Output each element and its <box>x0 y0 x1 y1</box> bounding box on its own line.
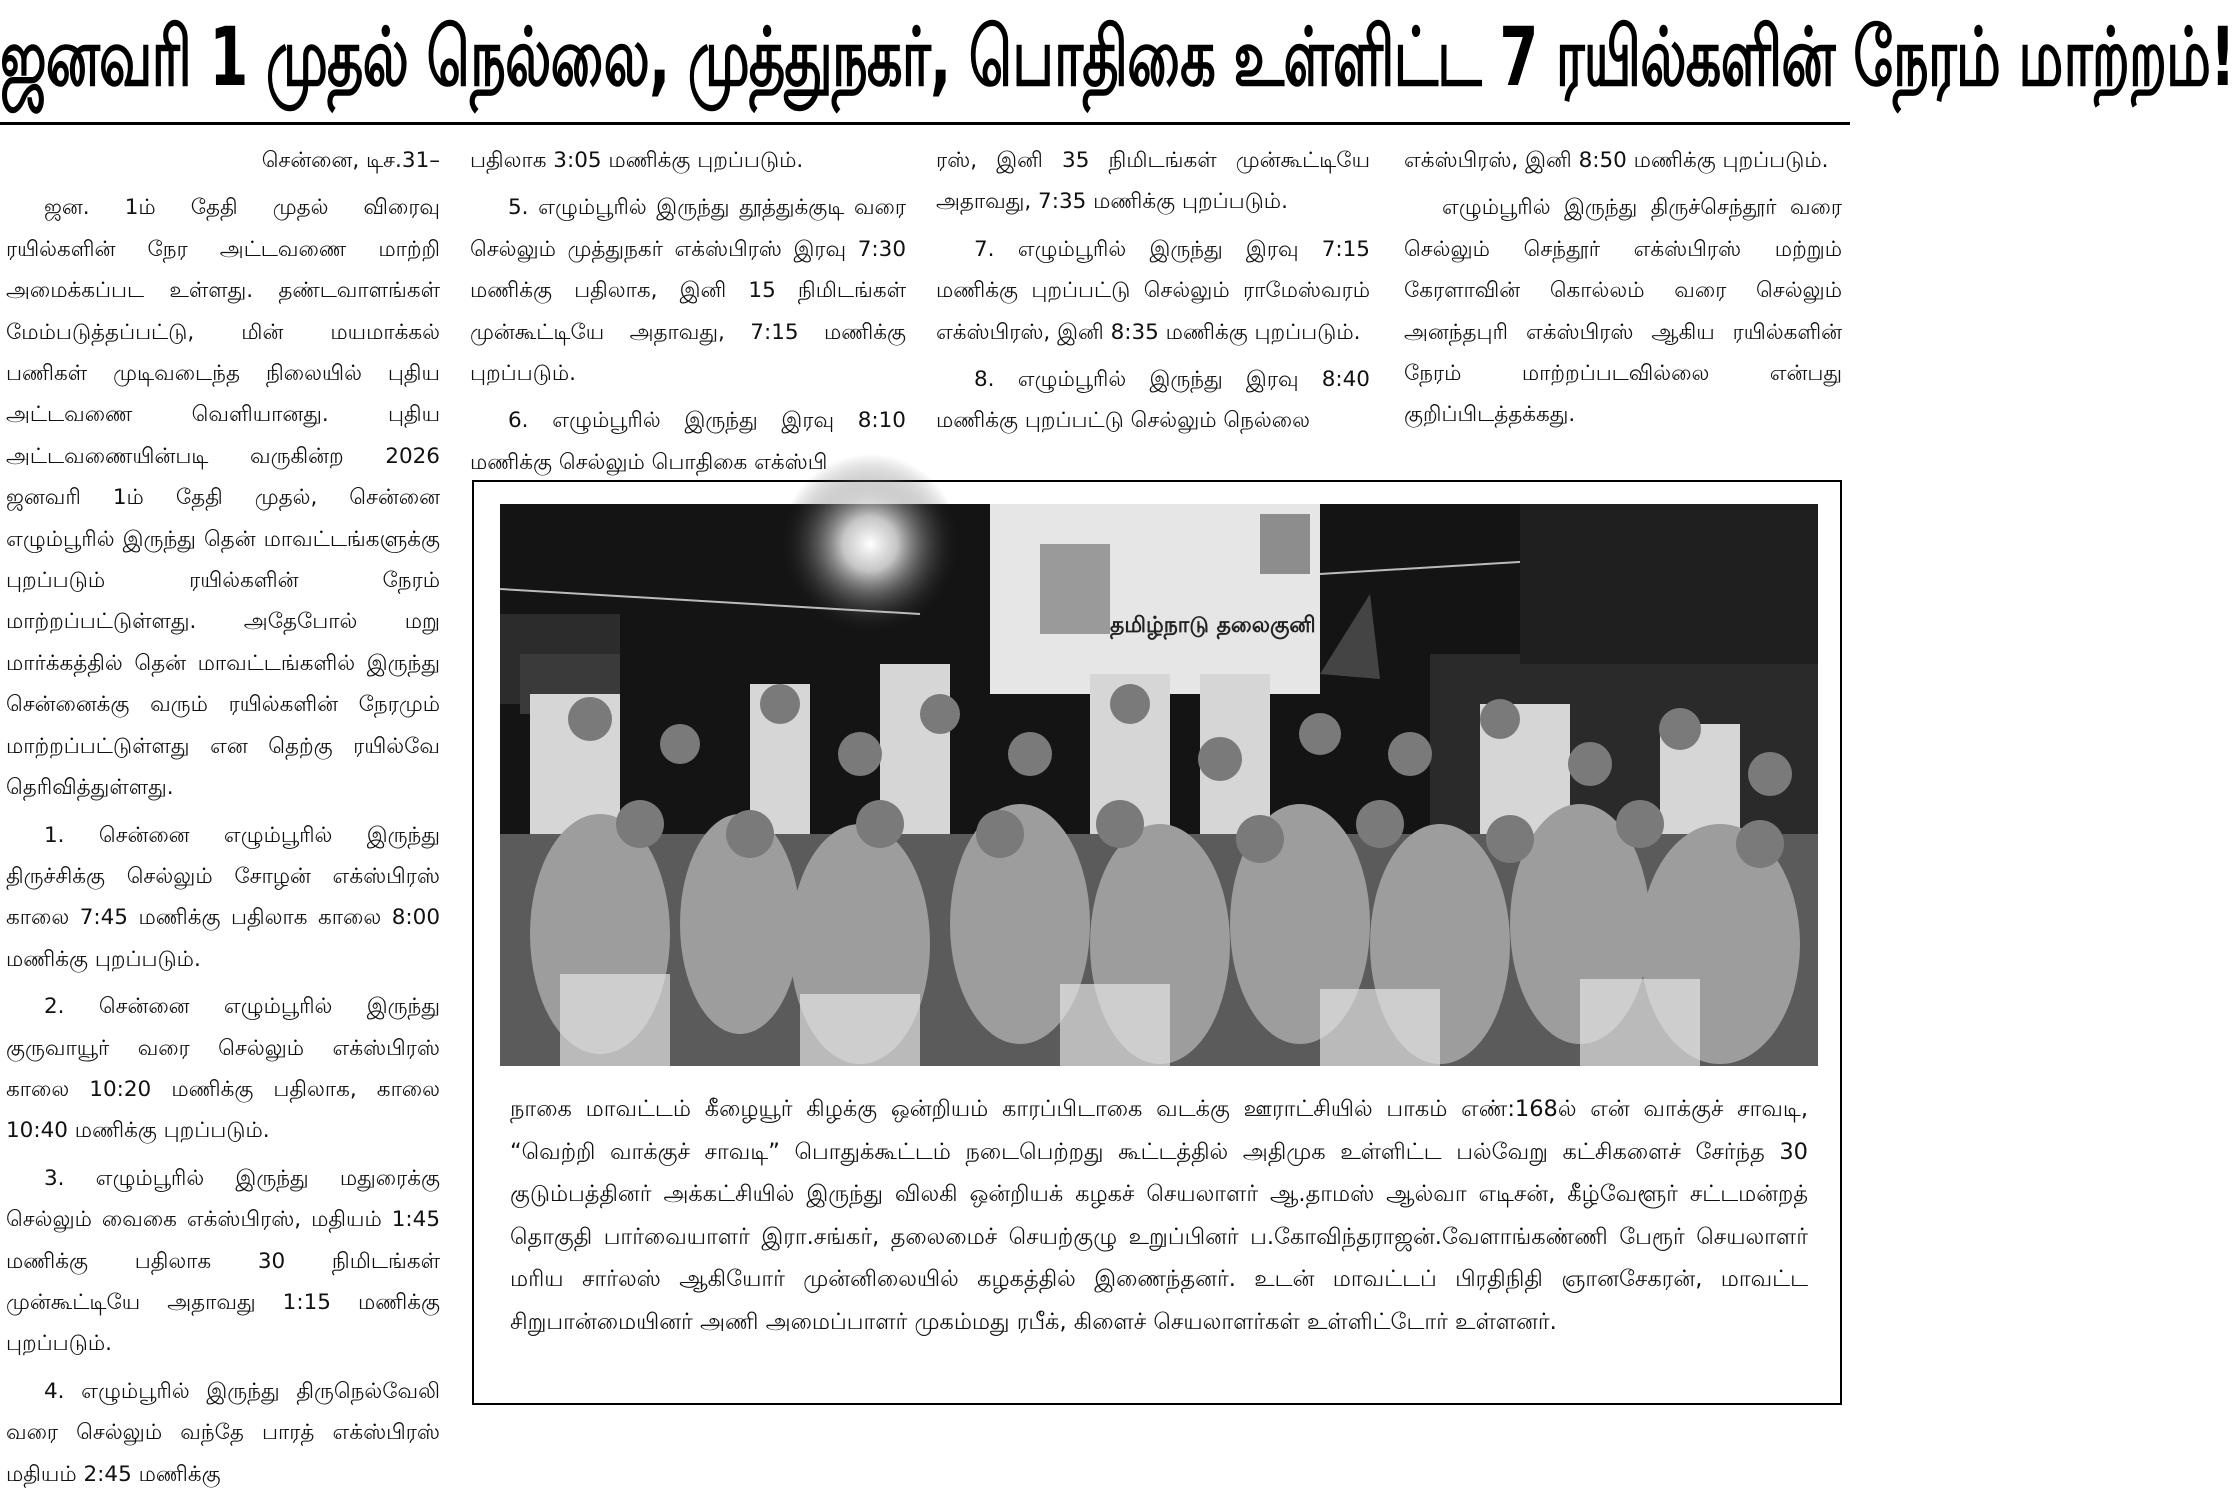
paragraph: எழும்பூரில் இருந்து திருச்செந்தூர் வரை செல்லும் செந்தூர் எக்ஸ்பிரஸ் மற்றும் கேரளாவின் கொல்லம் வரை செல்லும் அனந்தபுரி எக்ஸ்பிரஸ் ஆகிய ரயில்களின் நேரம் மாற்றப்படவில்லை என்பது குறிப்பிடத்தக்கது. <box>1404 195 1842 428</box>
article-column-1 <box>6 140 440 1495</box>
paragraph: ஜன. 1ம் தேதி முதல் விரைவு ரயில்களின் நேர அட்டவணை மாற்றி அமைக்கப்பட உள்ளது. தண்டவாளங்கள் மேம்படுத்தப்பட்டு, மின் மயமாக்கல் பணிகள் முடிவடைந்த நிலையில் புதிய அட்டவணை வெளியானது. புதிய அட்டவணையின்படி வருகின்ற 2026 ஜனவரி 1ம் தேதி முதல், சென்னை எழும்பூரில் இருந்து தென் மாவட்டங்களுக்கு புறப்படும் ரயில்களின் நேரம் மாற்றப்பட்டுள்ளது. அதேபோல் மறு மார்க்கத்தில் தென் மாவட்டங்களில் இருந்து சென்னைக்கு வரும் ரயில்களின் நேரமும் மாற்றப்பட்டுள்ளது என தெற்கு ரயில்வே தெரிவித்துள்ளது. <box>6 195 440 801</box>
photo-caption: நாகை மாவட்டம் கீழையூர் கிழக்கு ஒன்றியம் காரப்பிடாகை வடக்கு ஊராட்சியில் பாகம் எண்:168ல் என் வாக்குச் சாவடி, “வெற்றி வாக்குச் சாவடி” பொதுக்கூட்டம் நடைபெற்றது கூட்டத்தில் அதிமுக உள்ளிட்ட பல்வேறு கட்சிகளைச் சேர்ந்த 30 குடும்பத்தினர் அக்கட்சியில் இருந்து விலகி ஒன்றியக் கழகச் செயலாளர் ஆ.தாமஸ் ஆல்வா எடிசன், கீழ்வேளூர் சட்டமன்றத் தொகுதி பார்வையாளர் இரா.சங்கர், தலைமைச் செயற்குழு உறுப்பினர் ப.கோவிந்தராஜன்.வேளாங்கண்ணி பேரூர் செயலாளர் மரிய சார்லஸ் ஆகியோர் முன்னிலையில் கழகத்தில் இணைந்தனர். உடன் மாவட்டப் பிரதிநிதி ஞானசேகரன், மாவட்ட சிறுபான்மையினர் அணி அமைப்பாளர் முகம்மது ரபீக், கிளைச் செயலாளர்கள் உள்ளிட்டோர் உள்ளனர். <box>510 1096 1808 1335</box>
headline-rule <box>0 122 1850 125</box>
paragraph: 4. எழும்பூரில் இருந்து திருநெல்வேலி வரை செல்லும் வந்தே பாரத் எக்ஸ்பிரஸ் மதியம் 2:45 மணிக்கு <box>6 1378 440 1487</box>
paragraph: 1. சென்னை எழும்பூரில் இருந்து திருச்சிக்கு செல்லும் சோழன் எக்ஸ்பிரஸ் காலை 7:45 மணிக்கு பதிலாக காலை 8:00 மணிக்கு புறப்படும். <box>6 822 440 972</box>
paragraph: பதிலாக 3:05 மணிக்கு புறப்படும். <box>470 148 804 173</box>
paragraph: 3. எழும்பூரில் இருந்து மதுரைக்கு செல்லும் வைகை எக்ஸ்பிரஸ், மதியம் 1:45 மணிக்கு பதிலாக 30 நிமிடங்கள் முன்கூட்டியே அதாவது 1:15 மணிக்கு புறப்படும். <box>6 1165 440 1357</box>
paragraph: 6. எழும்பூரில் இருந்து இரவு 8:10 மணிக்கு செல்லும் பொதிகை எக்ஸ்பி <box>470 408 906 475</box>
article-column-2 <box>470 140 906 483</box>
paragraph: ரஸ், இனி 35 நிமிடங்கள் முன்கூட்டியே அதாவது, 7:35 மணிக்கு புறப்படும். <box>936 148 1370 215</box>
paragraph: எக்ஸ்பிரஸ், இனி 8:50 மணிக்கு புறப்படும். <box>1404 148 1829 173</box>
headline-text: ஜனவரி 1 முதல் நெல்லை, முத்துநகர், பொதிகை உள்ளிட்ட 7 ரயில்களின் நேரம் மாற்றம்! <box>0 11 2235 106</box>
paragraph: 5. எழும்பூரில் இருந்து தூத்துக்குடி வரை செல்லும் முத்துநகர் எக்ஸ்பிரஸ் இரவு 7:30 மணிக்கு பதிலாக, இனி 15 நிமிடங்கள் முன்கூட்டியே அதாவது, 7:15 மணிக்கு புறப்படும். <box>470 195 906 387</box>
paragraph: 2. சென்னை எழும்பூரில் இருந்து குருவாயூர் வரை செல்லும் எக்ஸ்பிரஸ் காலை 10:20 மணிக்கு பதிலாக, காலை 10:40 மணிக்கு புறப்படும். <box>6 994 440 1144</box>
dateline: சென்னை, டிச.31– <box>261 148 440 173</box>
banner-text: தமிழ்நாடு தலைகுனி <box>1110 613 1316 638</box>
news-photo <box>500 504 1818 1066</box>
photo-illustration <box>500 504 1818 1066</box>
headline <box>0 0 2235 118</box>
paragraph: 7. எழும்பூரில் இருந்து இரவு 7:15 மணிக்கு புறப்பட்டு செல்லும் ராமேஸ்வரம் எக்ஸ்பிரஸ், இனி 8:35 மணிக்கு புறப்படும். <box>936 236 1370 345</box>
photo-box <box>472 480 1842 1405</box>
paragraph: 8. எழும்பூரில் இருந்து இரவு 8:40 மணிக்கு புறப்பட்டு செல்லும் நெல்லை <box>936 367 1370 434</box>
article-column-3 <box>936 140 1370 442</box>
article-column-4 <box>1404 140 1842 436</box>
